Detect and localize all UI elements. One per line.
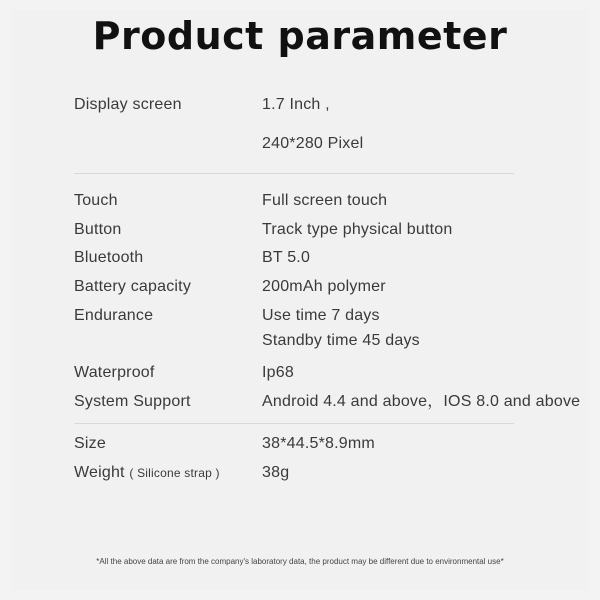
page-title: Product parameter [92,14,508,58]
value-waterproof: Ip68 [262,364,294,381]
label-display-screen: Display screen [74,96,182,113]
value-use-time: Use time 7 days [262,307,380,324]
label-weight-note: ( Silicone strap ) [129,466,220,480]
label-endurance: Endurance [74,307,154,324]
value-display-resolution: 240*280 Pixel [262,135,364,152]
label-battery-capacity: Battery capacity [74,278,192,295]
value-weight: 38g [262,464,290,481]
label-waterproof: Waterproof [74,364,155,381]
section-divider [74,423,514,424]
footnote: *All the above data are from the company's laboratory data, the product may be different due to environmental use* [96,557,504,566]
label-button: Button [74,221,122,238]
value-system-support: Android 4.4 and above，IOS 8.0 and above [262,393,581,410]
value-size: 38*44.5*8.9mm [262,435,375,452]
label-system-support: System Support [74,393,191,410]
section-divider [74,173,514,174]
value-touch: Full screen touch [262,192,388,209]
label-weight [74,463,220,483]
label-bluetooth: Bluetooth [74,249,144,266]
value-bluetooth: BT 5.0 [262,249,311,266]
label-touch: Touch [74,192,118,209]
label-weight-text: Weight [74,464,125,481]
value-standby-time: Standby time 45 days [262,332,420,349]
value-button: Track type physical button [262,221,453,238]
value-battery-capacity: 200mAh polymer [262,278,386,295]
label-size: Size [74,435,106,452]
value-display-size: 1.7 Inch , [262,96,330,113]
